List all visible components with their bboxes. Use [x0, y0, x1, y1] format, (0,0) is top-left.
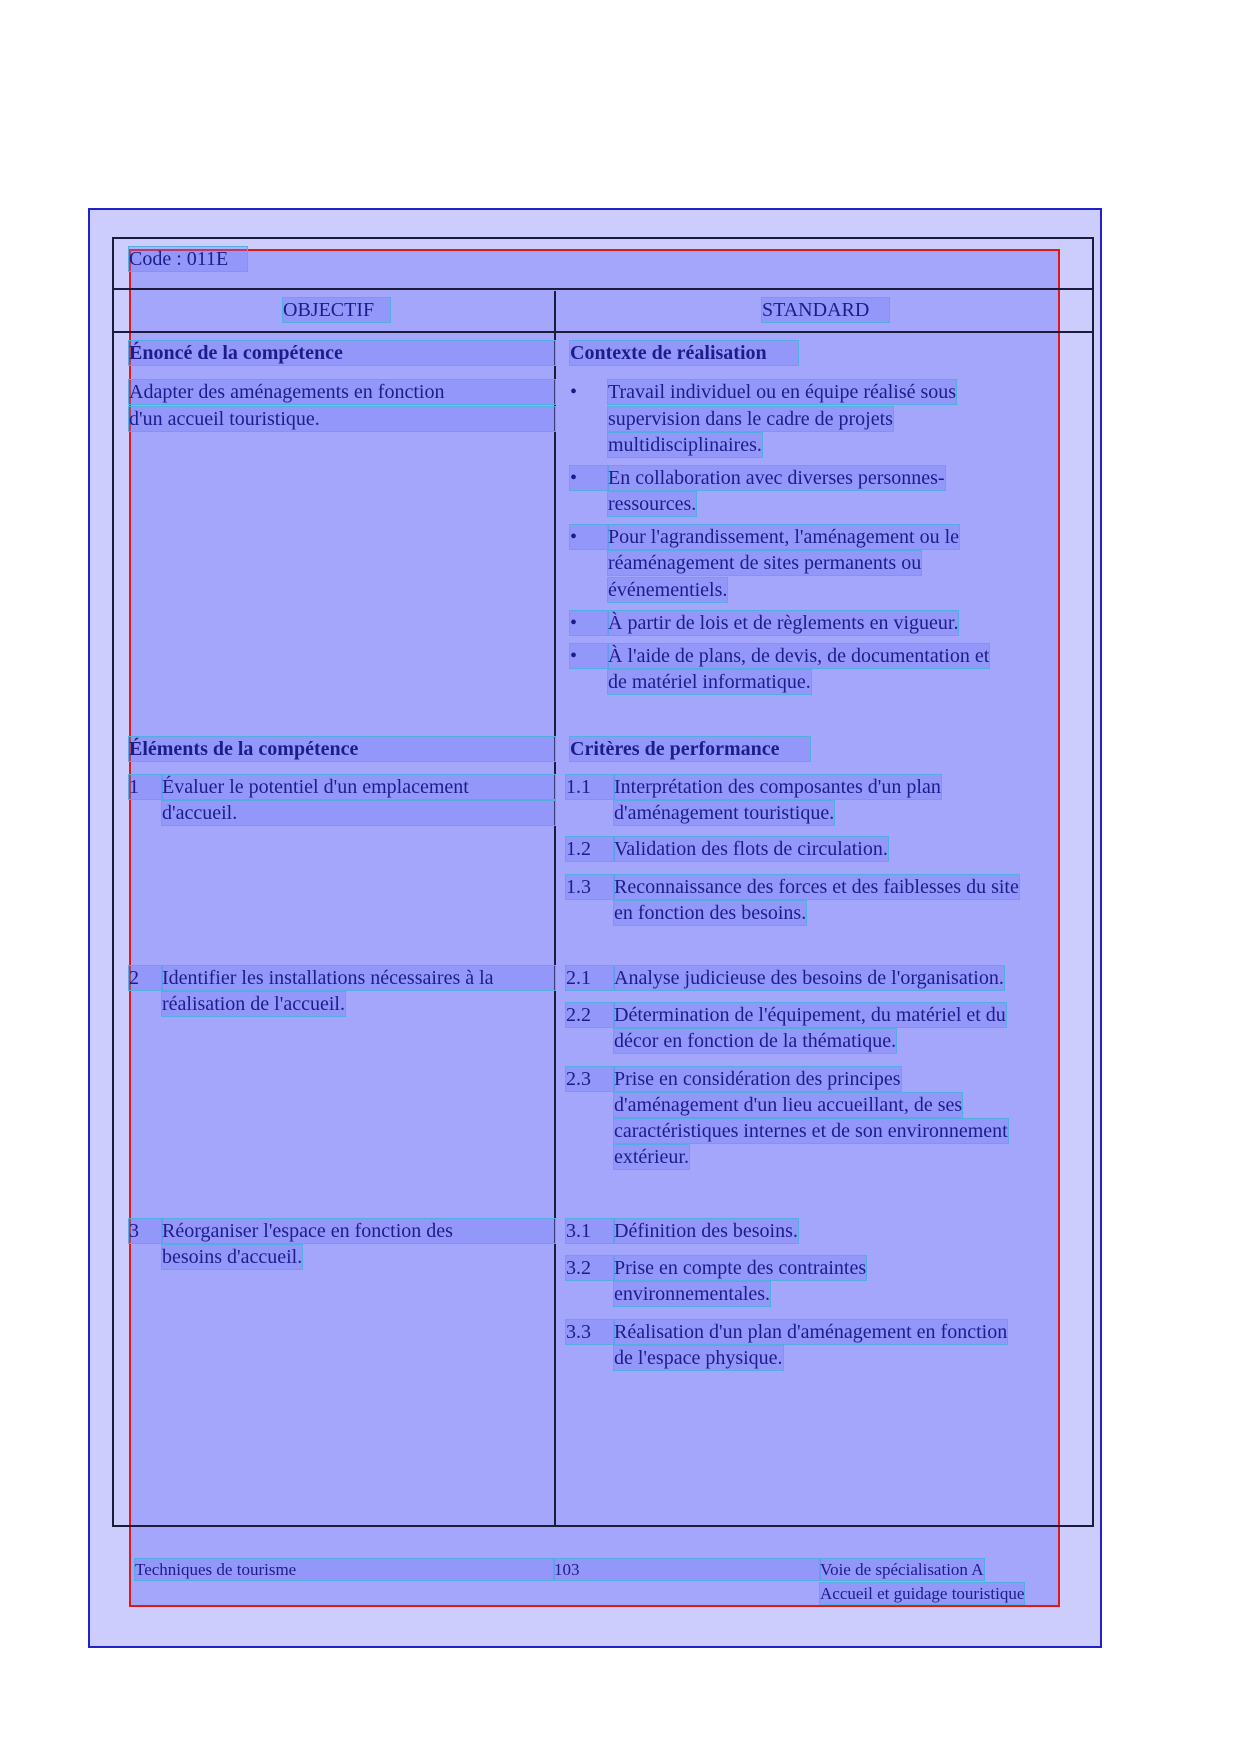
critere-line: Prise en considération des principes	[614, 1068, 901, 1090]
enonce-heading: Énoncé de la compétence	[129, 341, 555, 365]
column-divider	[554, 291, 556, 1527]
critere-line: décor en fonction de la thématique.	[614, 1030, 897, 1052]
critere-number: 1.2	[566, 837, 614, 861]
critere-line: Définition des besoins.	[614, 1220, 798, 1242]
critere-line: d'aménagement d'un lieu accueillant, de ses	[614, 1094, 963, 1116]
element-number: 2	[129, 966, 162, 990]
contexte-item-line: À l'aide de plans, de devis, de documentation et	[608, 645, 990, 667]
bullet-icon: •	[570, 466, 608, 490]
element-line: Évaluer le potentiel d'un emplacement	[162, 775, 555, 799]
critere-line: caractéristiques internes et de son environnement	[614, 1120, 1008, 1142]
footer-program: Techniques de tourisme	[135, 1559, 554, 1580]
element-line: d'accueil.	[162, 801, 555, 825]
contexte-item-line: Travail individuel ou en équipe réalisé sous	[608, 381, 957, 403]
elements-heading: Éléments de la compétence	[129, 737, 555, 761]
critere-number: 2.2	[566, 1003, 614, 1027]
enonce-line: Adapter des aménagements en fonction	[129, 380, 555, 404]
column-header-standard: STANDARD	[762, 298, 889, 322]
enonce-line: d'un accueil touristique.	[129, 407, 555, 431]
critere-line: Réalisation d'un plan d'aménagement en fonction	[614, 1321, 1008, 1343]
column-header-objective: OBJECTIF	[283, 298, 390, 322]
contexte-item-line: Pour l'agrandissement, l'aménagement ou le	[608, 526, 959, 548]
element-line: réalisation de l'accueil.	[162, 993, 345, 1015]
critere-line: de l'espace physique.	[614, 1347, 783, 1369]
bullet-icon: •	[570, 381, 578, 403]
critere-line: Prise en compte des contraintes	[614, 1257, 867, 1279]
contexte-item-line: réaménagement de sites permanents ou	[608, 552, 922, 574]
critere-line: Analyse judicieuse des besoins de l'organisation.	[614, 967, 1004, 989]
element-line: Réorganiser l'espace en fonction des	[162, 1219, 555, 1243]
divider-line	[112, 288, 1094, 290]
contexte-item-line: ressources.	[608, 493, 697, 515]
footer-specialization-detail: Accueil et guidage touristique	[820, 1584, 1025, 1603]
critere-number: 3.1	[566, 1219, 614, 1243]
contexte-item-line: En collaboration avec diverses personnes-	[608, 467, 945, 489]
bullet-icon: •	[570, 525, 608, 549]
contexte-heading: Contexte de réalisation	[570, 341, 798, 365]
critere-line: extérieur.	[614, 1146, 689, 1168]
element-line: Identifier les installations nécessaires à la	[162, 966, 555, 990]
critere-line: environnementales.	[614, 1283, 771, 1305]
critere-line: en fonction des besoins.	[614, 902, 807, 924]
critere-number: 2.3	[566, 1067, 614, 1091]
critere-line: Interprétation des composantes d'un plan	[614, 776, 941, 798]
critere-number: 1.3	[566, 875, 614, 899]
critere-number: 3.3	[566, 1320, 614, 1344]
element-number: 3	[129, 1219, 162, 1243]
critere-line: d'aménagement touristique.	[614, 802, 835, 824]
critere-number: 1.1	[566, 775, 614, 799]
divider-line	[112, 331, 1094, 333]
competency-code: Code : 011E	[129, 247, 247, 271]
bullet-icon: •	[570, 611, 608, 635]
bullet-icon: •	[570, 644, 608, 668]
footer-specialization: Voie de spécialisation A	[820, 1560, 984, 1579]
critere-line: Reconnaissance des forces et des faiblesses du site	[614, 876, 1019, 898]
contexte-item-line: supervision dans le cadre de projets	[608, 408, 893, 430]
footer-page-number: 103	[554, 1559, 820, 1580]
element-number: 1	[129, 775, 162, 799]
contexte-item-line: À partir de lois et de règlements en vigueur.	[608, 612, 959, 634]
contexte-item-line: multidisciplinaires.	[608, 434, 762, 456]
contexte-item-line: de matériel informatique.	[608, 671, 811, 693]
element-line: besoins d'accueil.	[162, 1246, 303, 1268]
critere-line: Validation des flots de circulation.	[614, 838, 888, 860]
critere-number: 3.2	[566, 1256, 614, 1280]
critere-number: 2.1	[566, 966, 614, 990]
critere-line: Détermination de l'équipement, du matériel et du	[614, 1004, 1006, 1026]
contexte-item-line: événementiels.	[608, 579, 728, 601]
criteres-heading: Critères de performance	[570, 737, 810, 761]
